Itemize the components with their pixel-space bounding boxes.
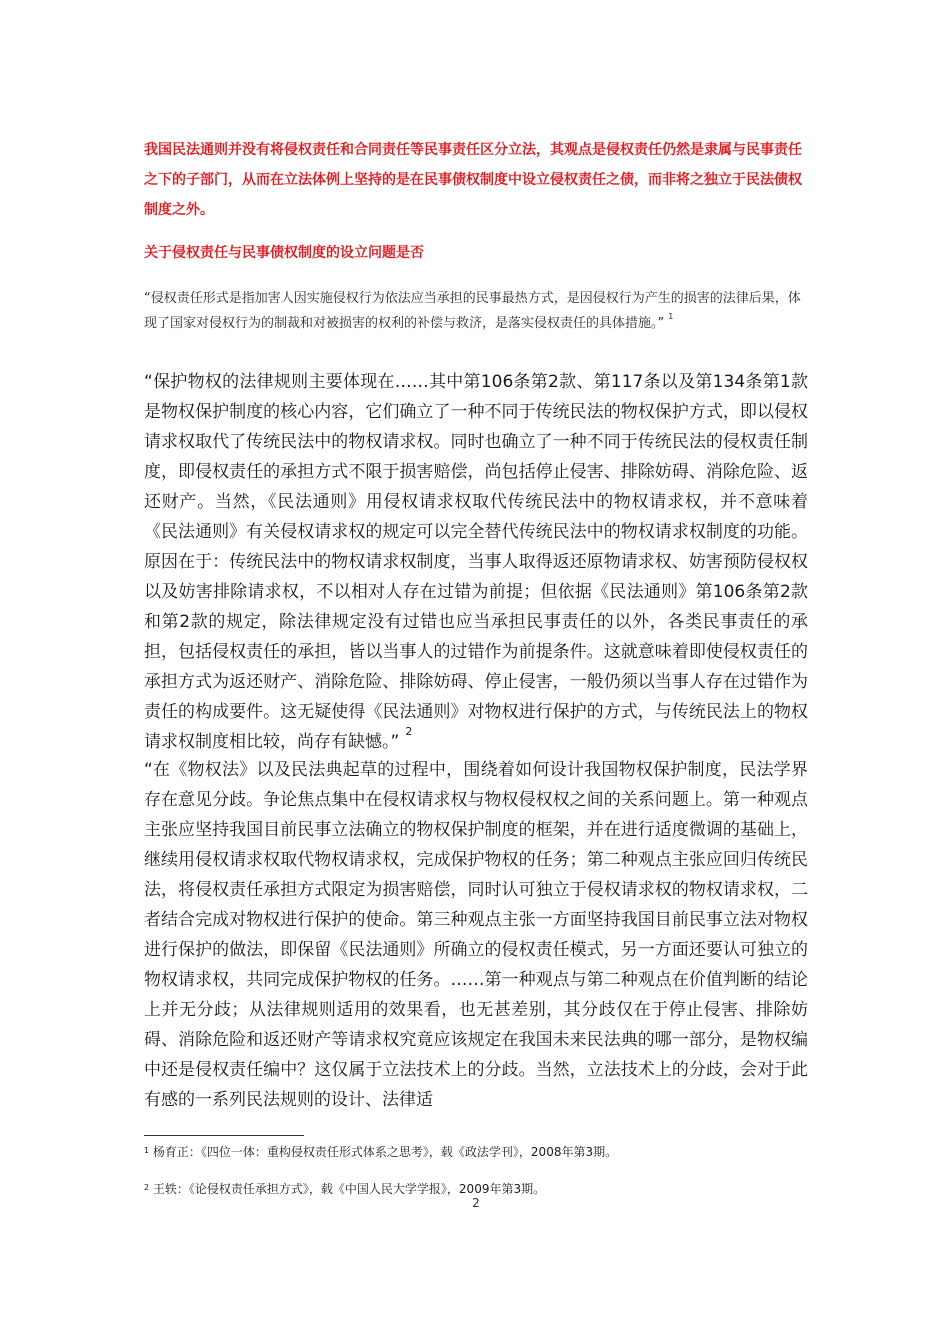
quote-2-text: “保护物权的法律规则主要体现在……其中第106条第2款、第117条以及第134条第1款是物权保护制度的核心内容，它们确立了一种不同于传统民法的物权保护方式，即以侵权请求权取代了传统民法中的物权请求权。同时也确立了一种不同于传统民法的侵权责任制度，即侵权责任的承担方式不限于损害赔偿，尚包括停止侵害、排除妨碍、消除危险、返还财产。当然，《民法通则》用侵权请求权取代传统民法中的物权请求权，并不意味着《民法通则》有关侵权请求权的规定可以完全替代传统民法中的物权请求权制度的功能。原因在于：传统民法中的物权请求权制度，当事人取得返还原物请求权、妨害预防侵权权以及妨害排除请求权，不以相对人存在过错为前提；但依据《民法通则》第106条第2款和第2款的规定，除法律规定没有过错也应当承担民事责任的以外，各类民事责任的承担，包括侵权责任的承担，皆以当事人的过错作为前提条件。这就意味着即使侵权责任的承担方式为返还财产、消除危险、排除妨碍、停止侵害，一般仍须以当事人存在过错作为责任的构成要件。这无疑使得《民法通则》对物权进行保护的方式，与传统民法上的物权请求权制度相比较，尚存有缺憾。” xyxy=(144,372,808,752)
footnote-ref-1[interactable]: 1 xyxy=(668,312,674,321)
footnote-2-mark: 2 xyxy=(144,1183,150,1192)
footnote-1-mark: 1 xyxy=(144,1146,150,1155)
quote-1-text: “侵权责任形式是指加害人因实施侵权行为依法应当承担的民事最热方式，是因侵权行为产生的损害的法律后果，体现了国家对侵权行为的制裁和对被损害的权利的补偿与救济，是落实侵权责任的具体措施。” xyxy=(144,291,801,331)
footnote-2-text: 王轶：《论侵权责任承担方式》，载《中国人民大学学报》，2009年第3期。 xyxy=(152,1182,546,1196)
quote-paragraph-1 xyxy=(144,286,808,336)
quote-paragraph-2 xyxy=(144,367,808,757)
footnote-1-text: 杨育正：《四位一体：重构侵权责任形式体系之思考》，载《政法学刊》，2008年第3期。 xyxy=(152,1145,618,1159)
footnote-separator xyxy=(144,1135,304,1136)
highlighted-paragraph: 我国民法通则并没有将侵权责任和合同责任等民事责任区分立法，其观点是侵权责任仍然是隶属与民事责任之下的子部门，从而在立法体例上坚持的是在民事债权制度中设立侵权责任之债，而非将之独立于民法债权制度之外。 xyxy=(144,142,802,218)
footnote-1 xyxy=(144,1143,804,1161)
quote-paragraph-3: “在《物权法》以及民法典起草的过程中，围绕着如何设计我国物权保护制度，民法学界存在意见分歧。争论焦点集中在侵权请求权与物权侵权权之间的关系问题上。第一种观点主张应坚持我国目前民事立法确立的物权保护制度的框架，并在进行适度微调的基础上，继续用侵权请求权取代物权请求权，完成保护物权的任务；第二种观点主张应回归传统民法，将侵权责任承担方式限定为损害赔偿，同时认可独立于侵权请求权的物权请求权，二者结合完成对物权进行保护的使命。第三种观点主张一方面坚持我国目前民事立法对物权进行保护的做法，即保留《民法通则》所确立的侵权责任模式，另一方面还要认可独立的物权请求权，共同完成保护物权的任务。……第一种观点与第二种观点在价值判断的结论上并无分歧；从法律规则适用的效果看，也无甚差别，其分歧仅在于停止侵害、排除妨碍、消除危险和返还财产等请求权究竟应该规定在我国未来民法典的哪一部分，是物权编中还是侵权责任编中？这仅属于立法技术上的分歧。当然，立法技术上的分歧，会对于此有感的一系列民法规则的设计、法律适 xyxy=(144,760,808,1110)
page-number: 2 xyxy=(472,1196,480,1210)
highlighted-heading: 关于侵权责任与民事债权制度的设立问题是否 xyxy=(144,245,424,261)
footnote-ref-2[interactable]: 2 xyxy=(405,725,413,738)
